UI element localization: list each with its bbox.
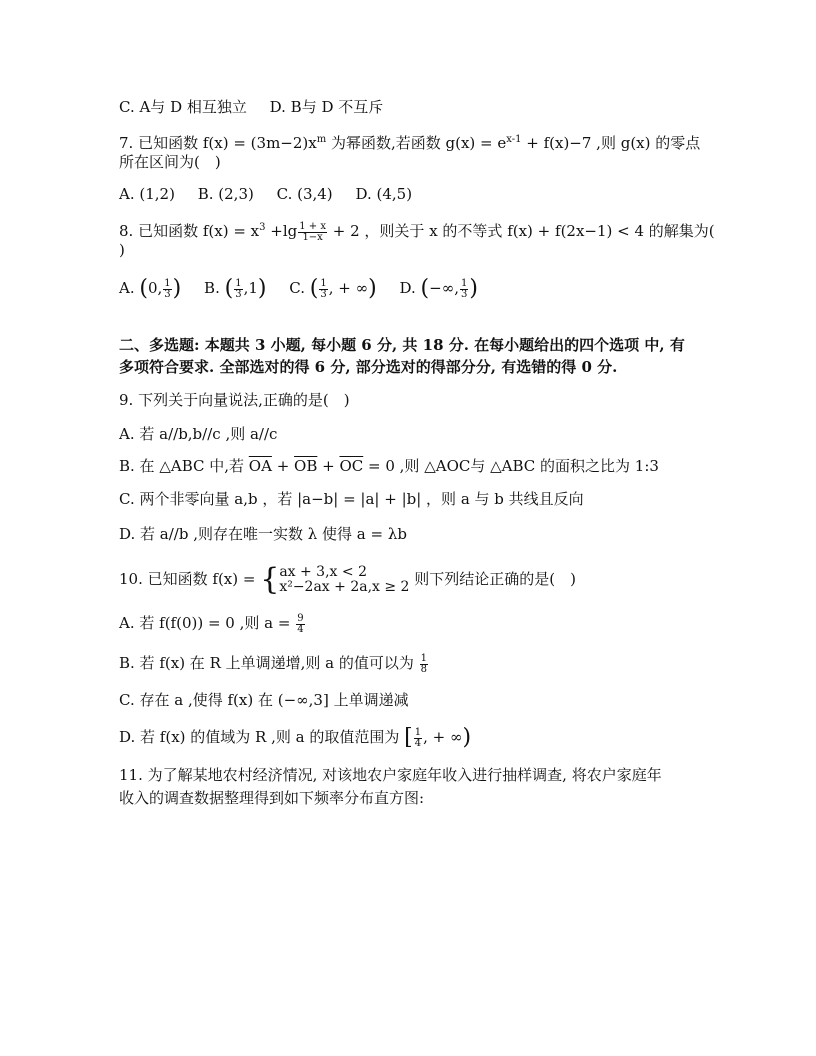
q10-stem-part: 则下列结论正确的是( ) <box>409 570 576 588</box>
q10-option-b <box>119 648 429 678</box>
q8-option-b-frac <box>234 279 242 300</box>
left-paren: ( <box>420 276 430 301</box>
q9-option-d: D. 若 a//b ,则存在唯一实数 λ 使得 a = λb <box>119 525 407 543</box>
q10-stem-part: 10. 已知函数 f(x) = <box>119 570 261 588</box>
q8-option-d-label: D. <box>399 279 416 297</box>
q8-option-b <box>204 274 266 303</box>
frac-num: 1 <box>460 277 468 289</box>
q9-option-a-text: a//b,b//c ,则 a//c <box>159 425 278 443</box>
q6-options <box>119 97 401 117</box>
q9-option-b-text: = 0 ,则 △AOC与 △ABC 的面积之比为 1:3 <box>363 457 659 475</box>
q8-exponent: 3 <box>259 222 266 233</box>
q8-option-c-frac <box>319 279 327 300</box>
frac-den: 4 <box>297 623 304 635</box>
q7-options <box>119 184 430 204</box>
right-paren: ) <box>257 276 267 301</box>
vector-oa: $\overline{OA}$ <box>248 457 272 475</box>
q7-option-a: A. (1,2) <box>119 185 175 203</box>
q8-option-a-label: A. <box>119 279 135 297</box>
left-paren: ( <box>224 276 234 301</box>
right-paren: ) <box>368 276 377 301</box>
q8-stem-line1 <box>119 218 715 243</box>
q9-option-b: B. 在 △ABC 中,若 $\overline{OA} + \overline{OB} + \overline{OC} = 0$ ,则 △AOC与 △ABC 的面积之比为 1:3 <box>119 457 659 475</box>
q11-stem-line1: 11. 为了解某地农村经济情况, 对该地农户家庭年收入进行抽样调查, 将农户家庭年 <box>119 766 662 784</box>
q10-option-a-text: A. 若 f(f(0)) = 0 ,则 a = <box>119 614 296 632</box>
q9-option-a-label: A. 若 <box>119 425 160 443</box>
q9-option-a <box>119 424 277 444</box>
frac-den: 8 <box>420 663 428 675</box>
q6-option-d: D. B与 D 不互斥 <box>269 98 384 116</box>
vector-oc: $\overline{OC}$ <box>339 457 364 475</box>
q10-stem <box>119 562 576 597</box>
q10-option-d <box>119 722 471 753</box>
frac-num: 1 <box>320 277 327 289</box>
q7-exponent-e: x-1 <box>506 134 522 145</box>
q8-option-c-label: C. <box>289 279 305 297</box>
q7-option-d: D. (4,5) <box>355 185 413 203</box>
q7-option-b: B. (2,3) <box>197 185 254 203</box>
q9-stem: 9. 下列关于向量说法,正确的是( ) <box>119 391 350 409</box>
section2-header-line2: 多项符合要求. 全部选对的得 6 分, 部分选对的得部分分, 有选错的得 0 分. <box>119 358 618 376</box>
q10-option-a <box>119 608 306 638</box>
q7-stem-line2: 所在区间为( ) <box>119 153 221 171</box>
right-paren: ) <box>469 276 478 301</box>
q8-frac-num: 1 + x <box>299 220 327 232</box>
q10-option-b-text: B. 若 f(x) 在 R 上单调递增,则 a 的值可以为 <box>119 654 419 672</box>
q9-option-b-label: B. 在 △ABC 中,若 <box>119 457 249 475</box>
q10-piecewise <box>279 565 409 595</box>
frac-den: 3 <box>235 288 242 300</box>
q10-option-d-text: D. 若 f(x) 的值域为 R ,则 a 的取值范围为 <box>119 728 405 746</box>
left-paren: ( <box>139 276 148 301</box>
q8-option-a <box>119 274 181 303</box>
frac-den: 3 <box>460 288 468 300</box>
q10-option-d-tail: , + ∞ <box>423 728 463 746</box>
q8-option-c-text: , + ∞ <box>328 279 369 297</box>
q8-option-b-text: ,1 <box>243 279 258 297</box>
q9-option-c: C. 两个非零向量 a,b ，若 |a−b| = |a| + |b| ，则 a 与 b 共线且反向 <box>119 490 584 508</box>
q10-option-b-frac <box>420 654 428 675</box>
q11-stem-line2: 收入的调查数据整理得到如下频率分布直方图: <box>119 789 425 807</box>
q8-frac-den: 1−x <box>302 231 323 243</box>
q8-stem-part: 8. 已知函数 f(x) = x <box>119 222 260 240</box>
vector-ob: $\overline{OB}$ <box>294 457 318 475</box>
q8-stem-line2: ) <box>119 241 125 259</box>
q10-option-c: C. 存在 a ,使得 f(x) 在 (−∞,3] 上单调递减 <box>119 691 409 709</box>
q7-option-c: C. (3,4) <box>276 185 333 203</box>
frac-den: 4 <box>414 737 422 749</box>
q10-option-d-frac <box>414 728 422 749</box>
frac-num: 1 <box>420 652 428 664</box>
frac-den: 3 <box>164 288 171 300</box>
q8-option-c <box>289 274 376 303</box>
q10-piece2: x²−2ax + 2a,x ≥ 2 <box>279 579 410 595</box>
frac-num: 9 <box>297 612 304 624</box>
q8-options <box>119 274 496 303</box>
frac-num: 1 <box>414 726 422 738</box>
frac-num: 1 <box>235 277 242 289</box>
frac-den: 3 <box>320 288 327 300</box>
q7-stem-part: 7. 已知函数 f(x) = (3m−2)x <box>119 134 317 152</box>
q8-option-b-label: B. <box>204 279 220 297</box>
q7-stem-part: 为幂函数,若函数 g(x) = e <box>326 134 507 152</box>
section2-header-line1: 二、多选题: 本题共 3 小题, 每小题 6 分, 共 18 分. 在每小题给出的四个选项 中, 有 <box>119 336 685 354</box>
left-bracket: [ <box>404 725 413 750</box>
q8-option-d-text: −∞, <box>429 279 459 297</box>
q7-exponent-m: m <box>316 134 327 145</box>
q7-stem-line1 <box>119 130 700 153</box>
q8-option-d <box>400 274 478 303</box>
piecewise-brace: { <box>260 562 280 597</box>
q8-option-a-text: 0, <box>147 279 163 297</box>
q8-option-d-frac <box>460 279 468 300</box>
right-paren: ) <box>172 276 182 301</box>
q8-fraction <box>298 222 327 243</box>
q8-stem-part: +lg <box>265 222 298 240</box>
left-paren: ( <box>309 276 319 301</box>
q10-piece1: ax + 3,x < 2 <box>279 564 367 580</box>
q6-option-c: C. A与 D 相互独立 <box>119 98 247 116</box>
q8-stem-part: + 2 ，则关于 x 的不等式 f(x) + f(2x−1) < 4 的解集为( <box>328 222 715 240</box>
q7-stem-part: + f(x)−7 ,则 g(x) 的零点 <box>521 134 701 152</box>
q8-option-a-frac <box>163 279 171 300</box>
q10-option-a-frac <box>296 614 304 635</box>
right-paren: ) <box>462 725 472 750</box>
frac-num: 1 <box>164 277 171 289</box>
